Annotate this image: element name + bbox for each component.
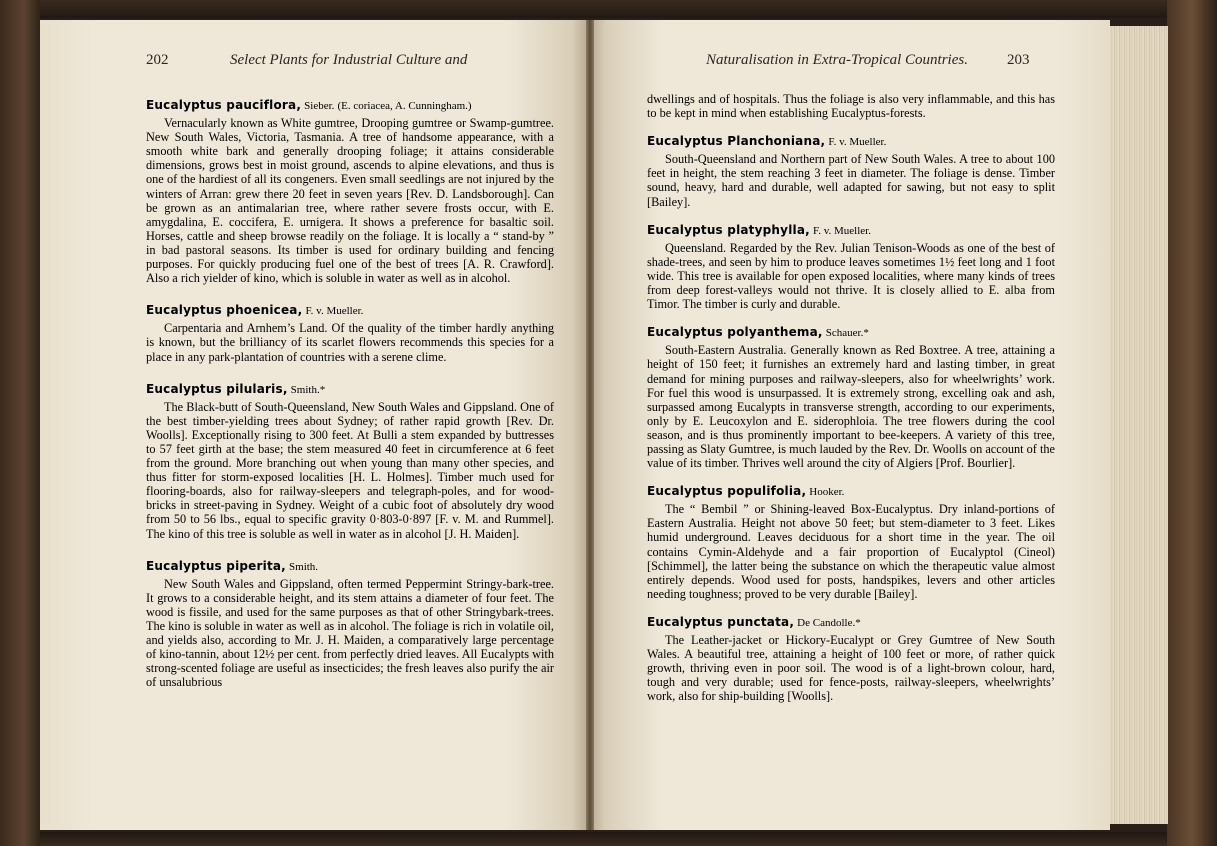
book-cover-top bbox=[0, 0, 1217, 18]
entry-text: Vernacularly known as White gumtree, Drooping gumtree or Swamp-gumtree. New South Wales, Victoria, Tasmania. A tree of handsome appearance, with a smooth white bark and generally drooping foliage; it attains considerable dimensions, grows best in moist ground, ascends to alpine elevations, and thus is one of the hardiest of all its congeners. Even small seedlings are not injured by the winters of Arran: grew there 20 feet in seven years [Rev. D. Landsborough]. Can be grown as an antimalarian tree, where rather severe frosts occur, with E. amygdalina, E. coccifera, E. urnigera. It shows a preference for basaltic soil. Horses, cattle and sheep browse readily on the foliage. It is locally a “ stand-by ” in bad pastoral seasons. Its timber is used for ordinary building and fencing purposes. For quickly producing fuel one of the best of trees [A. R. Crawford]. Also a rich yielder of kino, which is soluble in water as well as in alcohol. bbox=[146, 116, 554, 286]
running-title: Naturalisation in Extra-Tropical Countries. bbox=[706, 52, 968, 68]
species-name: Eucalyptus piperita, bbox=[146, 558, 286, 573]
entry-heading bbox=[647, 484, 1055, 499]
species-authority: Sieber. bbox=[304, 100, 335, 112]
species-name: Eucalyptus polyanthema, bbox=[647, 325, 823, 340]
species-authority: Schauer.* bbox=[825, 327, 869, 340]
entry-heading bbox=[647, 615, 1055, 630]
species-authority: Smith.* bbox=[290, 383, 326, 396]
left-page-body bbox=[146, 98, 554, 703]
species-authority: F. v. Mueller. bbox=[828, 136, 887, 149]
entry-heading bbox=[647, 223, 1055, 238]
page-number: 203 bbox=[1007, 52, 1030, 68]
page-number: 202 bbox=[146, 52, 169, 68]
species-synonym: (E. coriacea, A. Cunningham.) bbox=[337, 100, 472, 112]
species-authority: Hooker. bbox=[809, 486, 845, 499]
species-authority: De Candolle.* bbox=[797, 616, 861, 629]
entry-heading bbox=[146, 98, 554, 113]
entry-eucalyptus-phoenicea bbox=[146, 303, 554, 363]
entry-text: South-Eastern Australia. Generally known as Red Boxtree. A tree, attaining a height of 150 feet; it furnishes an extremely hard and lasting timber, in great demand for mining purposes and railway-sleepers, also for wheelwrights’ work. For fuel this wood is unsurpassed. It is extremely strong, excelling oak and ash, surpassed among Eucalypts in transverse strength, according to our experiments, only by E. Leucoxylon and E. siderophloia. The tree flowers during the cool season, and is thus prominently important to bee-keepers. A variety of this tree, passing as Slaty Gumtree, is much lauded by the Rev. Dr. Woolls on account of the value of its timber. Thrives well around the city of Algiers [Prof. Bourlier]. bbox=[647, 343, 1055, 471]
species-name: Eucalyptus pauciflora, bbox=[146, 98, 302, 112]
species-name: Eucalyptus punctata, bbox=[647, 614, 795, 629]
entry-heading bbox=[647, 325, 1055, 340]
entry-eucalyptus-punctata bbox=[647, 615, 1055, 704]
entry-text: The “ Bembil ” or Shining-leaved Box-Eucalyptus. Dry inland-portions of Eastern Australia. Height not above 50 feet; but stem-diameter to 3 feet. Likes humid underground. Leaves deciduous for a short time in the year. The oil contains Cymin-Aldehyde and a fair proportion of Eucalyptol (Cineol) [Schimmel], the latter being the substance on which the therapeutic value almost entirely depends. Wood used for posts, handspikes, levers and other articles needing toughness; proved to be very durable [Bailey]. bbox=[647, 502, 1055, 601]
species-authority: F. v. Mueller. bbox=[305, 305, 364, 318]
species-name: Eucalyptus populifolia, bbox=[647, 484, 807, 499]
left-page-number bbox=[146, 52, 169, 69]
entry-heading bbox=[146, 382, 554, 397]
entry-text: The Leather-jacket or Hickory-Eucalypt or Grey Gumtree of New South Wales. A beautiful tree, attaining a height of 100 feet or more, of rather quick growth, thriving even in poor soil. The wood is of a light-brown colour, hard, tough and very durable; used for fence-posts, railway-sleepers, wheelwrights’ work, also for ship-building [Woolls]. bbox=[647, 633, 1055, 704]
entry-eucalyptus-planchoniana bbox=[647, 134, 1055, 208]
species-name: Eucalyptus pilularis, bbox=[146, 381, 288, 396]
page-edges bbox=[1110, 26, 1168, 824]
entry-text: Queensland. Regarded by the Rev. Julian Tenison-Woods as one of the best of shade-trees, and seen by him to produce leaves sometimes 1½ feet long and 1 foot wide. This tree is available for open exposed localities, where many kinds of trees from deep forest-valleys would not thrive. It is closely allied to E. alba from Timor. The timber is curly and durable. bbox=[647, 240, 1055, 312]
entry-heading bbox=[647, 134, 1055, 149]
book-cover-left bbox=[0, 0, 40, 846]
entry-eucalyptus-platyphylla bbox=[647, 223, 1055, 312]
entry-text: South-Queensland and Northern part of New South Wales. A tree to about 100 feet in height, the stem reaching 3 feet in diameter. The foliage is dense. Timber sound, heavy, hard and durable, well adapted for sawing, but not easy to split [Bailey]. bbox=[647, 152, 1055, 209]
species-name: Eucalyptus phoenicea, bbox=[146, 303, 303, 318]
book-gutter bbox=[586, 20, 594, 830]
continued-text: dwellings and of hospitals. Thus the foliage is also very inflammable, and this has to be kept in mind when establishing Eucalyptus-forests. bbox=[647, 92, 1055, 121]
entry-heading bbox=[146, 303, 554, 318]
entry-eucalyptus-polyanthema bbox=[647, 325, 1055, 470]
running-title: Select Plants for Industrial Culture and bbox=[230, 52, 468, 68]
entry-text: The Black-butt of South-Queensland, New South Wales and Gippsland. One of the best timber-yielding trees about Sydney; of rather rapid growth [Rev. Dr. Woolls]. Exceptionally rising to 300 feet. At Bulli a stem expanded by buttresses to 57 feet girth at the base; the stem measured 40 feet in circumference at 6 feet from the ground. More branching out when young than many other species, and thus fitter for storm-exposed localities [H. L. Holmes]. Timber much used for flooring-boards, also for railway-sleepers and telegraph-poles, and for wood-bricks in street-paving in Sydney. Weight of a cubic foot of absolutely dry wood from 50 to 56 lbs., equal to specific gravity 0·803-0·897 [F. v. M. and Rummel]. The kino of this tree is soluble as well in water as in alcohol [J. H. Maiden]. bbox=[146, 399, 554, 541]
entry-eucalyptus-pauciflora bbox=[146, 98, 554, 285]
book-cover-bottom bbox=[0, 832, 1217, 846]
entry-eucalyptus-populifolia bbox=[647, 484, 1055, 601]
species-name: Eucalyptus Planchoniana, bbox=[647, 134, 826, 149]
species-authority: Smith. bbox=[289, 560, 319, 573]
entry-text: Carpentaria and Arnhem’s Land. Of the quality of the timber hardly anything is known, but the brilliancy of its scarlet flowers recommends this species for a place in any park-plantation of countries with a serene clime. bbox=[146, 321, 554, 364]
right-page-body bbox=[647, 92, 1055, 717]
entry-text: New South Wales and Gippsland, often termed Peppermint Stringy-bark-tree. It grows to a considerable height, and its stem attains a diameter of four feet. The wood is fissile, and used for the same purposes as that of other Stringybark-trees. The kino is soluble in water as well as in alcohol. The foliage is rich in volatile oil, and yields also, according to Mr. J. H. Maiden, a comparatively large percentage of kino-tannin, about 12½ per cent. from perfectly dried leaves. All Eucalypts with strong-scented foliage are useful as insecticides; the fresh leaves also purify the air of unsalubrious bbox=[146, 576, 554, 690]
entry-heading bbox=[146, 559, 554, 574]
entry-eucalyptus-pilularis bbox=[146, 382, 554, 541]
book-cover-right bbox=[1167, 0, 1217, 846]
right-page-number bbox=[1007, 52, 1030, 69]
entry-eucalyptus-piperita bbox=[146, 559, 554, 690]
right-running-title bbox=[706, 52, 968, 69]
species-name: Eucalyptus platyphylla, bbox=[647, 222, 810, 237]
left-running-title bbox=[230, 52, 467, 69]
species-authority: F. v. Mueller. bbox=[812, 224, 871, 237]
